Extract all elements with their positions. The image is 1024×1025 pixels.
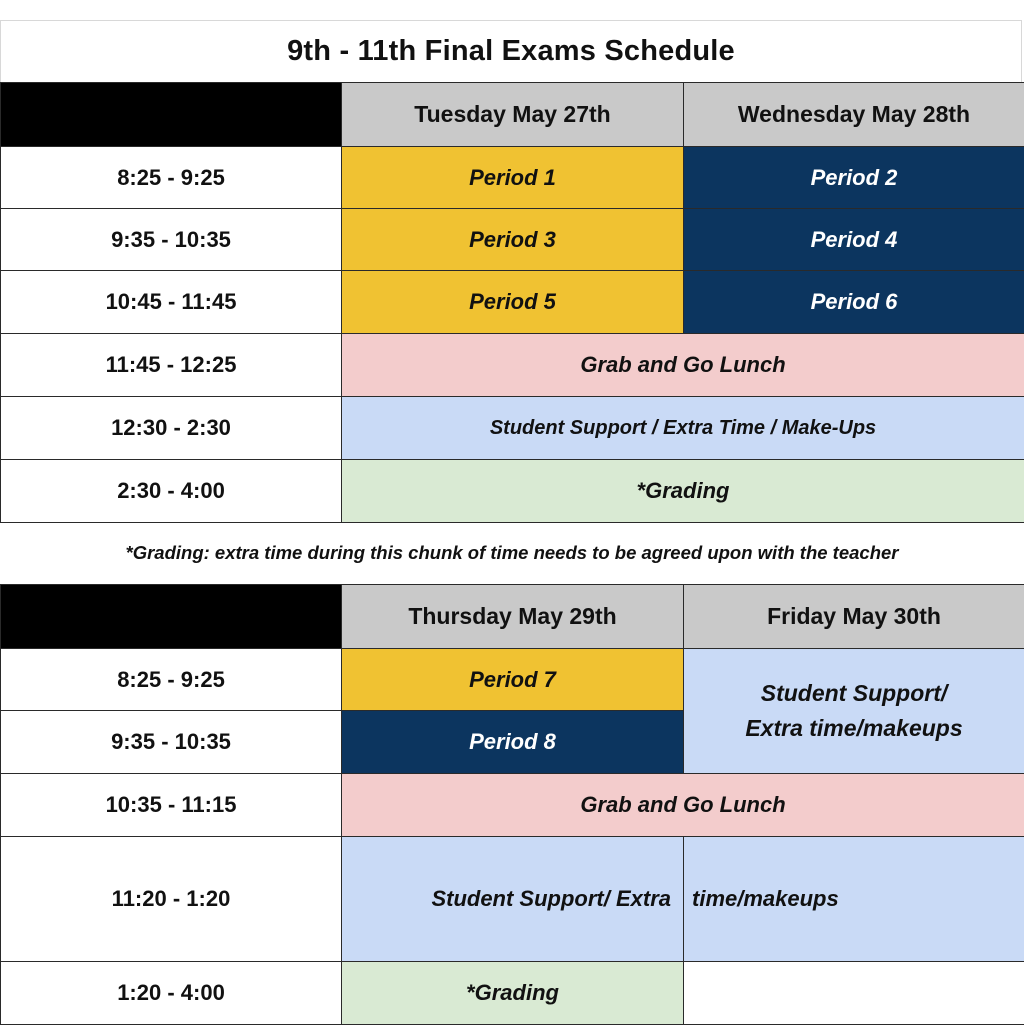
day-header-friday: Friday May 30th bbox=[684, 585, 1024, 649]
time-cell: 12:30 - 2:30 bbox=[1, 397, 342, 460]
day-header-thursday: Thursday May 29th bbox=[342, 585, 684, 649]
day-header-wednesday: Wednesday May 28th bbox=[684, 83, 1024, 147]
time-cell: 1:20 - 4:00 bbox=[1, 962, 342, 1025]
table-row bbox=[1, 649, 1024, 711]
week1-table bbox=[0, 82, 1024, 523]
table-row bbox=[1, 962, 1024, 1025]
friday-support-line-1: Student Support/ bbox=[684, 676, 1024, 711]
time-cell: 8:25 - 9:25 bbox=[1, 147, 342, 209]
table-row bbox=[1, 209, 1024, 271]
table-row bbox=[1, 460, 1024, 523]
header-blank-cell bbox=[1, 83, 342, 147]
time-cell: 10:35 - 11:15 bbox=[1, 774, 342, 837]
week2-table bbox=[0, 584, 1024, 1025]
time-cell: 9:35 - 10:35 bbox=[1, 209, 342, 271]
exam-period-cell: Period 8 bbox=[342, 711, 684, 774]
exam-period-cell: Period 5 bbox=[342, 271, 684, 334]
time-cell: 2:30 - 4:00 bbox=[1, 460, 342, 523]
time-cell: 10:45 - 11:45 bbox=[1, 271, 342, 334]
week2-header-row bbox=[1, 585, 1024, 649]
friday-morning-support-cell bbox=[684, 649, 1024, 774]
exam-period-cell: Period 3 bbox=[342, 209, 684, 271]
exam-period-cell: Period 2 bbox=[684, 147, 1024, 209]
table-row bbox=[1, 774, 1024, 837]
week1-header-row bbox=[1, 83, 1024, 147]
header-blank-cell bbox=[1, 585, 342, 649]
student-support-cell: Student Support/ Extra bbox=[342, 837, 684, 962]
student-support-cell: Student Support / Extra Time / Make-Ups bbox=[342, 397, 1024, 460]
empty-cell bbox=[684, 962, 1024, 1025]
table-row bbox=[1, 397, 1024, 460]
table-row bbox=[1, 271, 1024, 334]
exam-period-cell: Period 6 bbox=[684, 271, 1024, 334]
time-cell: 11:20 - 1:20 bbox=[1, 837, 342, 962]
grading-cell: *Grading bbox=[342, 962, 684, 1025]
day-header-tuesday: Tuesday May 27th bbox=[342, 83, 684, 147]
grading-footnote: *Grading: extra time during this chunk of time needs to be agreed upon with the teacher bbox=[0, 522, 1024, 584]
friday-support-line-2: Extra time/makeups bbox=[684, 711, 1024, 746]
table-row bbox=[1, 147, 1024, 209]
exam-period-cell: Period 7 bbox=[342, 649, 684, 711]
lunch-cell: Grab and Go Lunch bbox=[342, 334, 1024, 397]
lunch-cell: Grab and Go Lunch bbox=[342, 774, 1024, 837]
page-title: 9th - 11th Final Exams Schedule bbox=[0, 20, 1022, 82]
student-support-cell: time/makeups bbox=[684, 837, 1024, 962]
exam-period-cell: Period 4 bbox=[684, 209, 1024, 271]
table-row bbox=[1, 837, 1024, 962]
time-cell: 9:35 - 10:35 bbox=[1, 711, 342, 774]
time-cell: 11:45 - 12:25 bbox=[1, 334, 342, 397]
table-row bbox=[1, 334, 1024, 397]
exam-period-cell: Period 1 bbox=[342, 147, 684, 209]
time-cell: 8:25 - 9:25 bbox=[1, 649, 342, 711]
grading-cell: *Grading bbox=[342, 460, 1024, 523]
